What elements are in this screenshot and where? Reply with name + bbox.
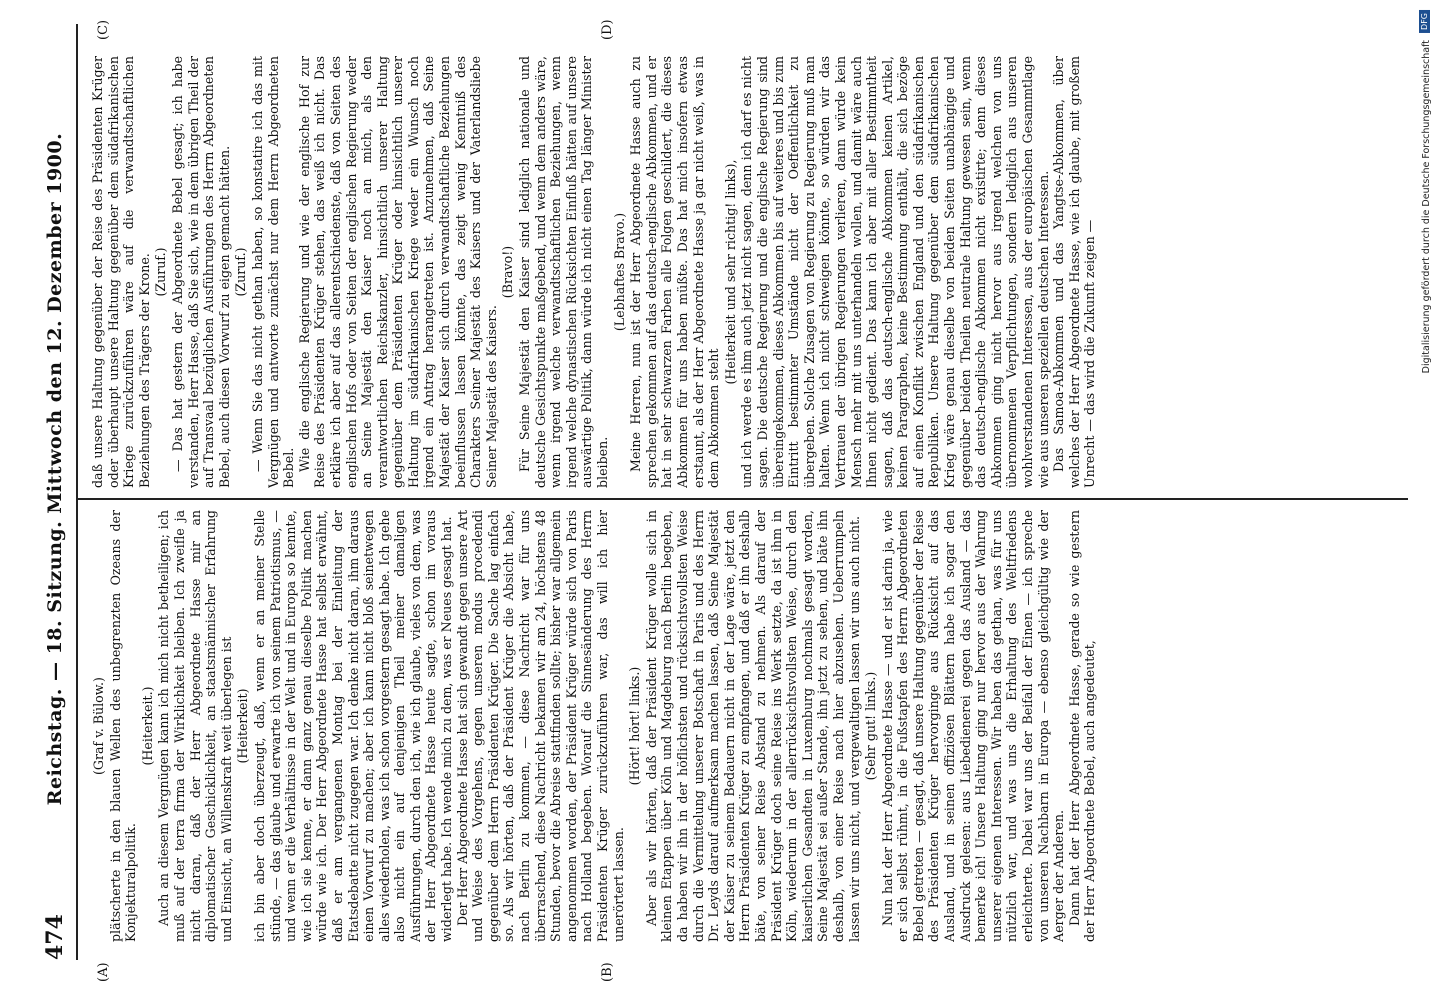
paragraph: daß unsere Haltung gegenüber der Reise des Präsidenten Krüger oder überhaupt unsere Haltung gegenüber dem südafrikanischen Kriege zurückzuführen wäre auf die verwandtschaftlichen Beziehungen des Trägers der Krone. [90, 56, 152, 488]
page-number: 474 [42, 914, 68, 960]
paragraph: plätscherte in den blauen Wellen des unbegrenzten Ozeans der Konjekturalpolitik. [107, 510, 139, 942]
paragraph: Meine Herren, nun ist der Herr Abgeordnete Hasse auch zu sprechen gekommen auf das deutsch-englische Abkommen, und er hat in sehr schwarzen Farben alle Folgen geschildert, die dieses Abkommen für uns haben müßte. Das hat mich insofern etwas erstaunt, als der Herr Abgeordnete Hasse ja gar nicht weiß, was in dem Abkommen steht [628, 56, 722, 488]
paragraph: Nun hat der Herr Abgeordnete Hasse — und er ist darin ja, wie er sich selbst rühmt, in die Fußstapfen des Herrn Abgeordneten Bebel getreten — gesagt, daß unsere Haltung gegenüber der Reise des Präsidenten Krüger hervorginge aus Rücksicht auf das Ausland, und in seinen offiziösen Blättern habe ich sogar den Ausdruck gelesen: aus Liebedienerei gegen das Ausland — das bemerke ich! Unsere Haltung ging nur hervor aus der Wahrung unserer eigenen Interessen. Wir haben das gethan, was für uns nützlich war, und was uns die Erhaltung des Weltfriedens erleichterte. Dabei war uns der Beifall der Einen — ich spreche von unseren Nachbarn in Europa — ebenso gleichgültig wie der Aerger der Anderen. [879, 510, 1067, 942]
interjection: (Zuruf.) [153, 247, 169, 297]
interjection: (Heiterkeit) [235, 688, 251, 764]
paragraph: — Wenn Sie das nicht gethan haben, so konstatire ich das mit Vergnügen und antworte zunächst nur dem Herrn Abgeordneten Bebel. [249, 56, 297, 488]
paragraph: Aber als wir hörten, daß der Präsident Krüger wolle sich in kleinen Etappen über Köln und Magdeburg nach Berlin begeben, da haben wir ihn in der höflichsten und rücksichtsvollsten Weise durch die Vermittelung unserer Botschaft in Paris und des Herrn Dr. Leyds darauf aufmerksam machen lassen, daß Seine Majestät der Kaiser zu seinem Bedauern nicht in der Lage wäre, jetzt den Herrn Präsidenten Krüger zu empfangen, und daß er ihn deshalb bäte, von seiner Reise Abstand zu nehmen. Als darauf der Präsident Krüger doch seine Reise ins Werk setzte, da ist ihm in Köln, wiederum in der allerrücksichtsvollsten Weise, durch den kaiserlichen Gesandten in Luxemburg nochmals gesagt worden, Seine Majestät sei außer Stande, ihn jetzt zu sehen, und bäte ihn deshalb, von einer Reise nach hier abzusehen. Ueberrumpeln lassen wir uns nicht, und vergewaltigen lassen wir uns auch nicht. [643, 510, 862, 942]
paragraph: und ich werde es ihm auch jetzt nicht sagen, denn ich darf es nicht sagen. Die deutsche Regierung und die englische Regierung sind übereingekommen, dieses Abkommen bis auf weiteres und bis zum Eintritt bestimmter Umstände nicht der Oeffentlichkeit zu übergeben. Solche Zusagen von Regierung zu Regierung muß man halten. Wenn ich nicht schweigen könnte, so würden wir das Vertrauen der übrigen Regierungen verlieren, dann würde kein Mensch mehr mit uns unterhandeln wollen, und damit wäre auch Ihnen nicht gedient. Das kann ich aber mit aller Bestimmtheit sagen, daß das deutsch-englische Abkommen keinen Artikel, keinen Paragraphen, keine Bestimmung enthält, die sich bezöge auf einen Konflikt zwischen England und den südafrikanischen Republiken. Unsere Haltung gegenüber dem südafrikanischen Krieg wäre genau dieselbe von beiden Seiten unabhängige und gegenüber beiden Theilen neutrale Haltung gewesen sein, wenn das deutsch-englische Abkommen nicht existirte; denn dieses Abkommen ging nicht hervor aus irgend welchen von uns übernommenen Verpflichtungen, sondern lediglich aus unseren wohlverstandenen Interessen, aus der europäischen Gesammtlage wie aus unseren speziellen deutschen Interessen. [739, 56, 1051, 488]
interjection: (Heiterkeit und sehr richtig! links), [722, 159, 738, 385]
paragraph: Dann hat der Herr Abgeordnete Hasse, gerade so wie gestern der Herr Abgeordnete Bebel, auch angedeutet, [1066, 510, 1098, 942]
interjection: (Bravo!) [500, 245, 516, 299]
header-rule [76, 24, 78, 960]
paragraph: Das Samoa-Abkommen und das Yangtse-Abkommen, über welches der Herr Abgeordnete Hasse, wie ich glaube, mit großem Unrecht — das wird die Zukunft zeigen — [1051, 56, 1098, 488]
margin-letter-a: (A) [96, 962, 111, 982]
interjection: (Sehr gut! links.) [863, 671, 879, 781]
margin-letter-c: (C) [96, 19, 111, 40]
paragraph: Der Herr Abgeordnete Hasse hat sich gewandt gegen unsere Art und Weise des Vorgehens, gegen unseren modus procedendi gegenüber dem Herrn Präsidenten Krüger. Die Sache lag einfach so. Als wir hörten, daß der Präsident Krüger die Absicht habe, nach Berlin zu kommen, — diese Nachricht war für uns überraschend, diese Nachricht bekamen wir am 24, höchstens 48 Stunden, bevor die Abreise stattfinden sollte; bisher war allgemein angenommen worden, der Präsident Krüger würde sich von Paris nach Holland begeben. Worauf die Sinnesänderung des Herrn Präsidenten Krüger zurückzuführen war, das will ich hier unerörtert lassen. [454, 510, 626, 942]
interjection: (Heiterkeit.) [139, 686, 155, 766]
paragraph: Auch an diesem Vergnügen kann ich mich nicht betheiligen; ich muß auf der terra firma der Wirklichkeit bleiben. Ich zweifle ja nicht daran, daß der Herr Abgeordnete Hasse mir an diplomatischer Geschicklichkeit, an staatsmännischer Erfahrung und Einsicht, an Willenskraft weit überlegen ist [156, 510, 234, 942]
interjection: (Hört! hört! links.) [627, 666, 643, 786]
interjection: (Lebhaftes Bravo.) [611, 212, 627, 332]
paragraph: Wie die englische Regierung und wie der englische Hof zur Reise des Präsidenten Krüger stehen, das weiß ich nicht. Das erkläre ich aber auf das allerentschiedenste, daß von Seiten des englischen Hofs oder von Seiten der englischen Regierung weder an Seine Majestät den Kaiser noch an mich, als den verantwortlichen Reichskanzler, hinsichtlich unserer Haltung gegenüber dem Präsidenten Krüger oder hinsichtlich unserer Haltung im südafrikanischen Kriege weder ein Wunsch noch irgend ein Antrag herangetreten ist. Anzunehmen, daß Seine Majestät der Kaiser sich durch verwandtschaftliche Beziehungen beeinflussen lassen könnte, das zeigt wenig Kenntniß des Charakters Seiner Majestät des Kaisers und der Vaterlandsliebe Seiner Majestät des Kaisers. [296, 56, 499, 488]
left-column [90, 510, 1400, 942]
digitization-note: Digitalisierung gefördert durch die Deutsche Forschungsgemeinschaft [1421, 40, 1432, 374]
paragraph: ich bin aber doch überzeugt, daß, wenn er an meiner Stelle stünde, — das glaube und erwarte ich von seinem Patriotismus, — und wenn er die Verhältnisse in der Welt und in Europa so kennte, wie ich sie kenne, er dann ganz genau dieselbe Politik machen würde wie ich. Der Herr Abgeordnete Hasse hat selbst erwähnt, daß er am vergangenen Montag bei der Einleitung der Etatsdebatte nicht zugegen war. Ich denke nicht daran, ihm daraus einen Vorwurf zu machen; aber ich kann nicht bloß seinetwegen alles wiederholen, was ich schon vorgestern gesagt habe. Ich gehe also nicht ein auf denjenigen Theil meiner damaligen Ausführungen, durch den ich, wie ich glaube, vieles von dem, was der Herr Abgeordnete Hasse heute sagte, schon im voraus widerlegt habe. Ich wende mich zu dem, was er Neues gesagt hat. [251, 510, 455, 942]
interjection: (Zuruf.) [233, 247, 249, 297]
speaker-label: (Graf v. Bülow.) [91, 677, 106, 775]
column-divider [78, 498, 1408, 500]
right-column [90, 56, 1400, 488]
paragraph: — Das hat gestern der Abgeordnete Bebel gesagt; ich habe verstanden, Herr Hasse, daß Sie sich, wie in dem übrigen Theil der auf Transvaal bezüglichen Ausführungen des Herrn Abgeordneten Bebel, auch diesen Vorwurf zu eigen gemacht hätten. [169, 56, 232, 488]
margin-letter-d: (D) [600, 19, 615, 40]
dfg-logo: DFG [1419, 10, 1430, 33]
running-title: Reichstag. — 18. Sitzung. Mittwoch den 12. Dezember 1900. [44, 132, 66, 806]
margin-letter-b: (B) [600, 962, 615, 982]
paragraph: Für Seine Majestät den Kaiser sind lediglich nationale und deutsche Gesichtspunkte maßgebend, und wenn dem anders wäre, wenn irgend welche verwandtschaftlichen Beziehungen, wenn irgend welche dynastischen Rücksichten Einfluß hätten auf unsere auswärtige Politik, dann würde ich nicht einen Tag länger Minister bleiben. [517, 56, 610, 488]
page-header [42, 24, 68, 960]
